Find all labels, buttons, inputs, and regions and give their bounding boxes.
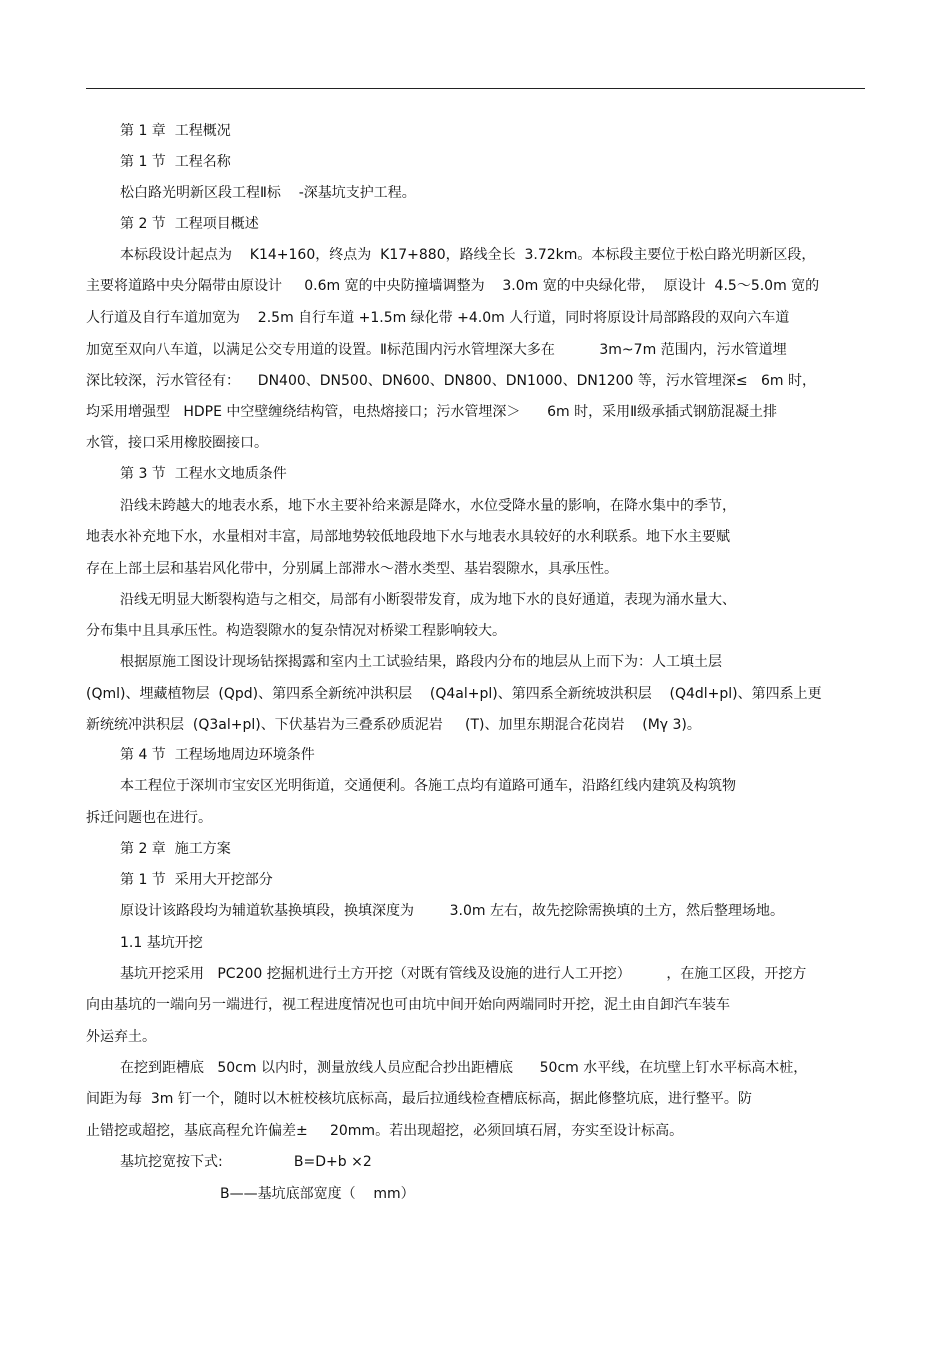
text-line: 沿线无明显大断裂构造与之相交，局部有小断裂带发育，成为地下水的良好通道，表现为涌水量大、 [120,592,736,608]
text-line: 在挖到距槽底 50cm 以内时，测量放线人员应配合抄出距槽底 50cm 水平线，在坑壁上钉水平标高木桩， [120,1060,808,1076]
section-2-heading: 第 2 节 工程项目概述 [120,216,259,232]
text-line: 原设计该路段均为辅道软基换填段，换填深度为 3.0m 左右，故先挖除需换填的土方，然后整理场地。 [120,903,784,919]
text-line: (Qml)、埋藏植物层 (Qpd)、第四系全新统冲洪积层 (Q4al+pl)、第四系全新统坡洪积层 (Q4dl+pl)、第四系上更 [86,686,822,702]
text-line: 人行道及自行车道加宽为 2.5m 自行车道 +1.5m 绿化带 +4.0m 人行道，同时将原设计局部路段的双向六车道 [86,310,790,326]
text-line: 本标段设计起点为 K14+160，终点为 K17+880，路线全长 3.72km。本标段主要位于松白路光明新区段， [120,247,816,263]
text-line: 均采用增强型 HDPE 中空壁缠绕结构管，电热熔接口；污水管埋深＞ 6m 时，采用Ⅱ级承插式钢筋混凝土排 [86,404,777,420]
subsection-heading: 1.1 基坑开挖 [120,935,203,951]
header-rule [86,88,865,89]
text-line: 水管，接口采用橡胶圈接口。 [86,435,268,451]
text-line: 止错挖或超挖，基底高程允许偏差± 20mm。若出现超挖，必须回填石屑，夯实至设计标高。 [86,1123,684,1139]
text-line: 松白路光明新区段工程Ⅱ标 -深基坑支护工程。 [120,185,416,201]
text-line: 沿线未跨越大的地表水系，地下水主要补给来源是降水，水位受降水量的影响，在降水集中的季节， [120,498,736,514]
text-line: 存在上部土层和基岩风化带中，分别属上部滞水～潜水类型、基岩裂隙水，具承压性。 [86,561,618,577]
text-line: 根据原施工图设计现场钻探揭露和室内土工试验结果，路段内分布的地层从上而下为：人工填土层 [120,654,722,670]
text-line: 本工程位于深圳市宝安区光明街道，交通便利。各施工点均有道路可通车，沿路红线内建筑及构筑物 [120,778,736,794]
text-line: 加宽至双向八车道，以满足公交专用道的设置。Ⅱ标范围内污水管埋深大多在 3m~7m 范围内，污水管道埋 [86,342,787,358]
text-line: 分布集中且具承压性。构造裂隙水的复杂情况对桥梁工程影响较大。 [86,623,506,639]
text-line: 地表水补充地下水，水量相对丰富，局部地势较低地段地下水与地表水具较好的水利联系。地下水主要赋 [86,529,730,545]
section-3-heading: 第 3 节 工程水文地质条件 [120,466,287,482]
text-line: 向由基坑的一端向另一端进行，视工程进度情况也可由坑中间开始向两端同时开挖，泥土由自卸汽车装车 [86,997,730,1013]
text-line: 外运弃土。 [86,1029,156,1045]
text-line: 深比较深，污水管径有： DN400、DN500、DN600、DN800、DN1000、DN1200 等，污水管埋深≤ 6m 时， [86,373,816,389]
section-heading: 第 1 节 采用大开挖部分 [120,872,273,888]
text-line: 间距为每 3m 钉一个，随时以木桩校核坑底标高，最后拉通线检查槽底标高，据此修整坑底，进行整平。防 [86,1091,752,1107]
chapter-1-heading: 第 1 章 工程概况 [120,123,231,139]
formula-definition: B——基坑底部宽度（ mm） [220,1186,415,1202]
chapter-2-heading: 第 2 章 施工方案 [120,841,231,857]
formula-line: 基坑挖宽按下式: B=D+b ×2 [120,1154,372,1170]
section-4-heading: 第 4 节 工程场地周边环境条件 [120,747,315,763]
section-1-heading: 第 1 节 工程名称 [120,154,231,170]
text-line: 主要将道路中央分隔带由原设计 0.6m 宽的中央防撞墙调整为 3.0m 宽的中央绿化带， 原设计 4.5～5.0m 宽的 [86,278,820,294]
text-line: 拆迁问题也在进行。 [86,810,212,826]
text-line: 新统统冲洪积层 (Q3al+pl)、下伏基岩为三叠系砂质泥岩 (T)、加里东期混合花岗岩 (Mγ 3)。 [86,717,701,733]
text-line: 基坑开挖采用 PC200 挖掘机进行土方开挖（对既有管线及设施的进行人工开挖） ，在施工区段，开挖方 [120,966,807,982]
